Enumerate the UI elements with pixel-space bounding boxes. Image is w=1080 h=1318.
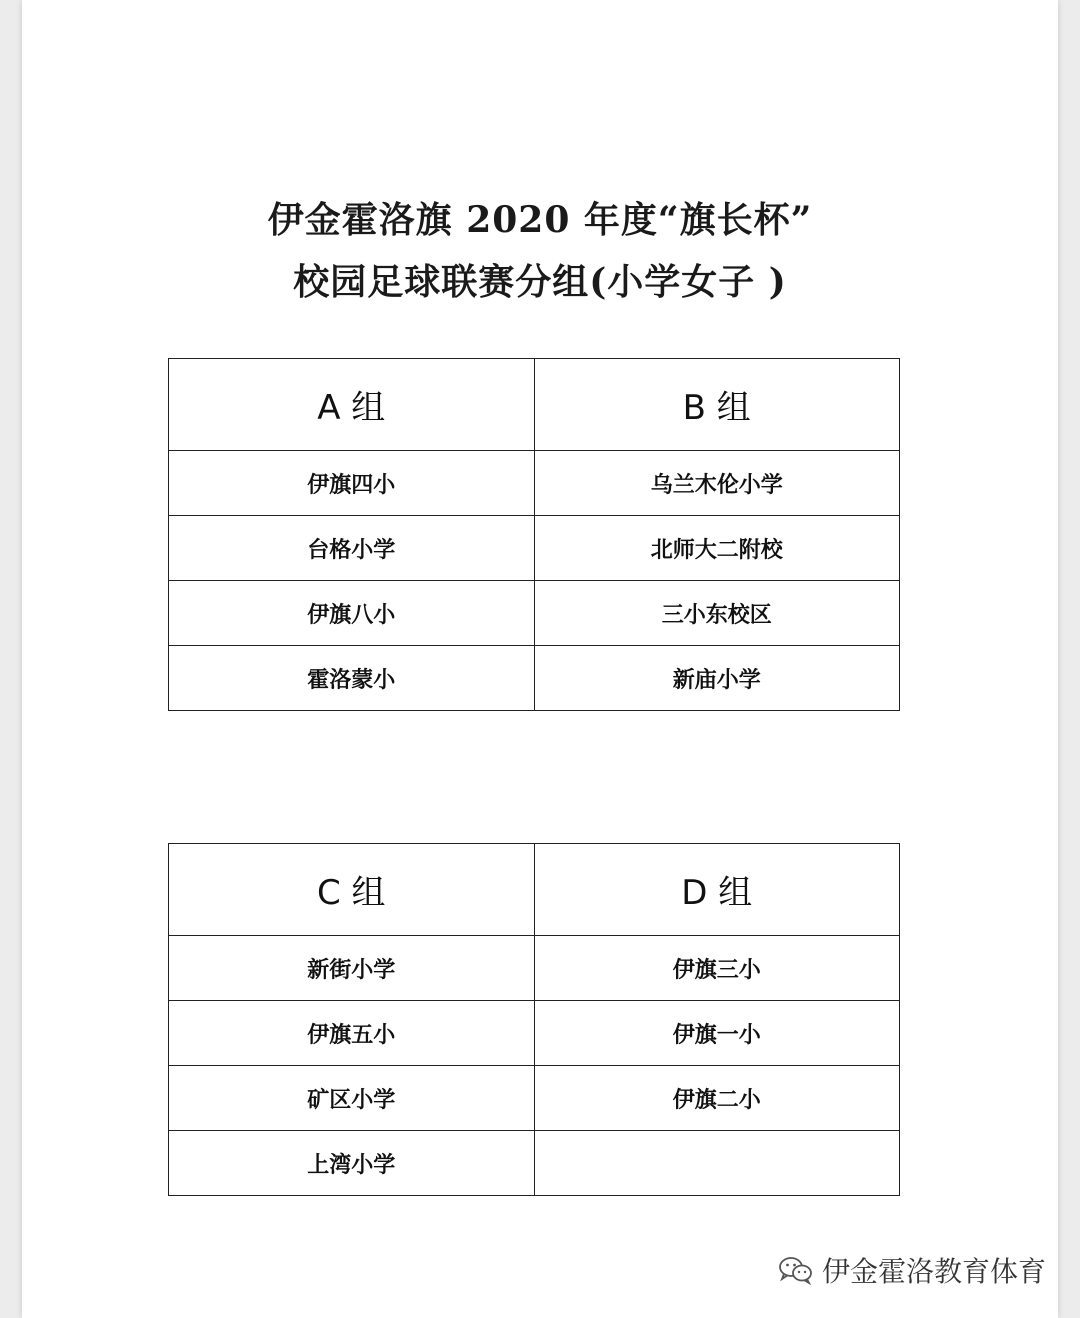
wechat-icon: [778, 1255, 814, 1285]
group-d-header: D 组: [534, 844, 900, 936]
table-cell: 三小东校区: [534, 581, 900, 646]
table-cell: 伊旗二小: [534, 1066, 900, 1131]
table-cell: 霍洛蒙小: [169, 646, 535, 711]
table-cell: 上湾小学: [169, 1131, 535, 1196]
table-header-row: [169, 844, 900, 936]
group-table-cd: [168, 843, 900, 1196]
page-title-line1: 伊金霍洛旗 2020 年度“旗长杯”: [267, 199, 813, 241]
group-c-header: C 组: [169, 844, 535, 936]
table-cell: 伊旗三小: [534, 936, 900, 1001]
group-b-header: B 组: [534, 359, 900, 451]
table-cell: [534, 1131, 900, 1196]
table-cell: 乌兰木伦小学: [534, 451, 900, 516]
table-row: [169, 646, 900, 711]
group-a-header: A 组: [169, 359, 535, 451]
table-cell: 北师大二附校: [534, 516, 900, 581]
table-cell: 台格小学: [169, 516, 535, 581]
table-row: [169, 581, 900, 646]
table-header-row: [169, 359, 900, 451]
page-title-line2: 校园足球联赛分组(小学女子 ): [293, 261, 787, 303]
table-cell: 伊旗一小: [534, 1001, 900, 1066]
table-cell: 伊旗八小: [169, 581, 535, 646]
table-row: [169, 1066, 900, 1131]
table-row: [169, 451, 900, 516]
table-cell: 新街小学: [169, 936, 535, 1001]
watermark: [778, 1250, 1046, 1290]
table-cell: 伊旗五小: [169, 1001, 535, 1066]
table-row: [169, 516, 900, 581]
table-row: [169, 1131, 900, 1196]
table-row: [169, 936, 900, 1001]
table-row: [169, 1001, 900, 1066]
watermark-text: 伊金霍洛教育体育: [821, 1255, 1046, 1288]
table-cell: 新庙小学: [534, 646, 900, 711]
table-cell: 矿区小学: [169, 1066, 535, 1131]
table-cell: 伊旗四小: [169, 451, 535, 516]
group-table-ab: [168, 358, 900, 711]
